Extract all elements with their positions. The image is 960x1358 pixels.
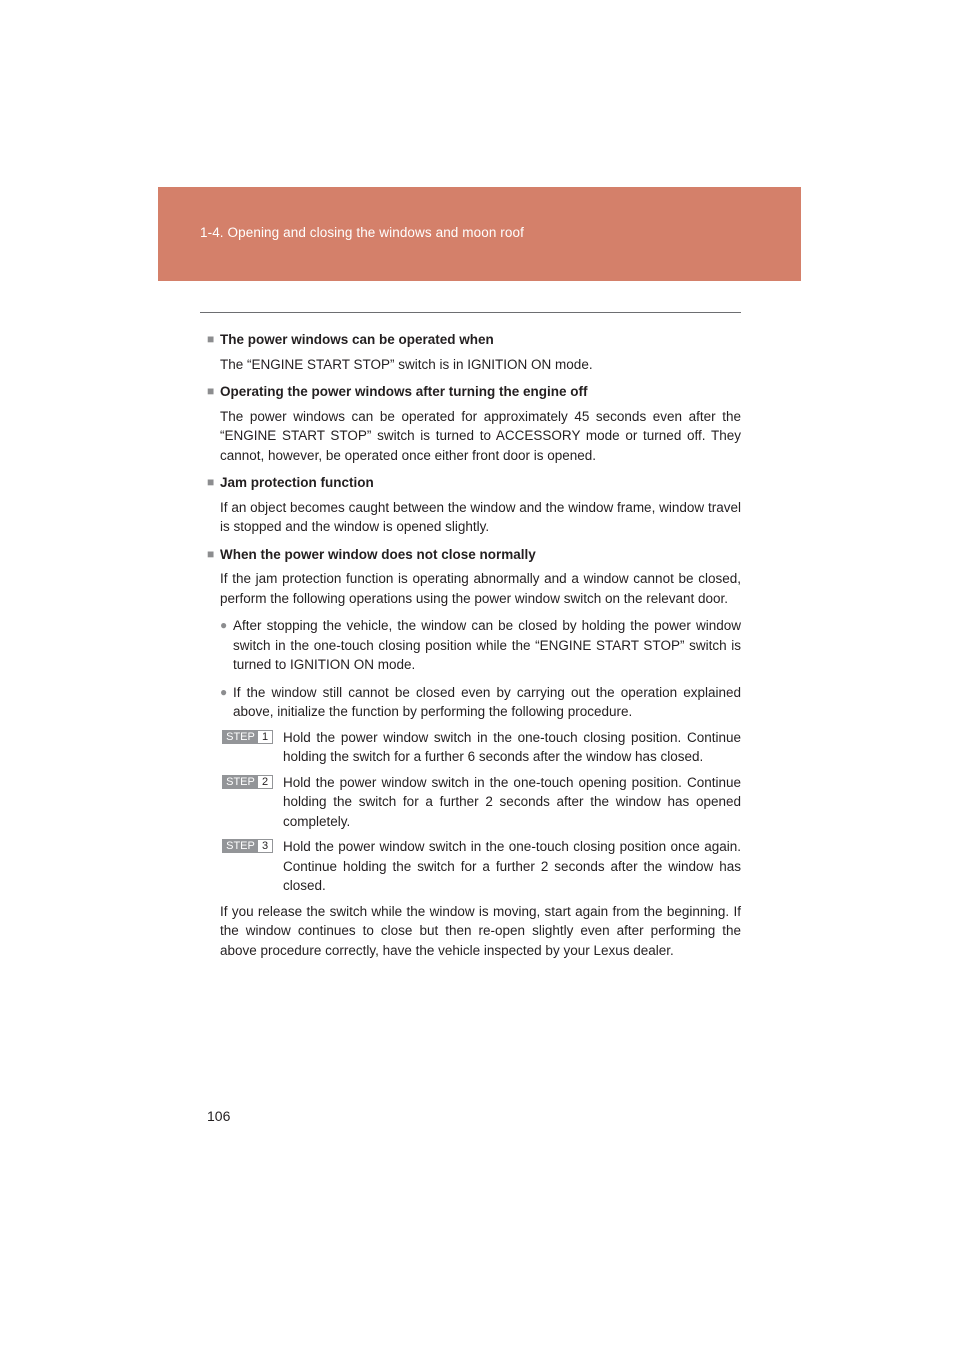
section-heading: Jam protection function: [220, 475, 374, 490]
step-text: Hold the power window switch in the one-touch closing position once again. Continue holding the switch for a further 2 seconds after the window has closed.: [283, 839, 741, 893]
square-bullet-icon: ■: [207, 475, 215, 489]
section-operable-when: [207, 330, 741, 374]
square-bullet-icon: ■: [207, 384, 215, 398]
step-badge: STEP 1: [222, 730, 273, 744]
section-heading: Operating the power windows after turning the engine off: [220, 384, 588, 399]
list-item: ● After stopping the vehicle, the window can be closed by holding the power window switch in the one-touch closing position while the “ENGINE START STOP” switch is turned to IGNITION ON mode.: [220, 616, 741, 675]
section-heading: The power windows can be operated when: [220, 332, 494, 347]
page-number: 106: [207, 1108, 231, 1124]
section-title: 1-4. Opening and closing the windows and moon roof: [200, 225, 524, 240]
square-bullet-icon: ■: [207, 546, 215, 561]
section-body: The power windows can be operated for approximately 45 seconds even after the “ENGINE START STOP” switch is turned to ACCESSORY mode or turned off. They cannot, however, be operated once either front door is opened.: [220, 408, 741, 463]
square-bullet-icon: ■: [207, 332, 215, 346]
step-list: [222, 728, 741, 896]
section-body: If an object becomes caught between the window and the window frame, window travel is stopped and the window is opened slightly.: [220, 499, 741, 534]
section-not-close-normally: [207, 545, 741, 961]
section-heading: When the power window does not close normally: [220, 546, 536, 562]
divider-rule: [200, 312, 741, 313]
circle-bullet-icon: ●: [220, 684, 228, 699]
step-item: [222, 837, 741, 896]
section-jam-protection: [207, 473, 741, 537]
section-body: The “ENGINE START STOP” switch is in IGNITION ON mode.: [220, 356, 593, 372]
closing-note: If you release the switch while the window is moving, start again from the beginning. If the window continues to close but then re-open slightly even after performing the above procedure correctly, have the vehicle inspected by your Lexus dealer.: [220, 903, 741, 958]
section-header-band: [158, 187, 801, 281]
step-badge: STEP 2: [222, 775, 273, 789]
section-engine-off: [207, 382, 741, 465]
step-badge: STEP 3: [222, 839, 273, 853]
list-item: ● If the window still cannot be closed even by carrying out the operation explained above, initialize the function by performing the following procedure.: [220, 683, 741, 722]
step-text: Hold the power window switch in the one-touch opening position. Continue holding the switch for a further 2 seconds after the window has opened completely.: [283, 774, 741, 829]
circle-bullet-icon: ●: [220, 618, 228, 632]
step-item: [222, 773, 741, 832]
page-content: [207, 330, 741, 960]
section-body: If the jam protection function is operating abnormally and a window cannot be closed, perform the following operations using the power window switch on the relevant door.: [220, 571, 741, 606]
step-item: [222, 728, 741, 767]
step-text: Hold the power window switch in the one-touch closing position. Continue holding the switch for a further 6 seconds after the window has closed.: [283, 729, 741, 764]
